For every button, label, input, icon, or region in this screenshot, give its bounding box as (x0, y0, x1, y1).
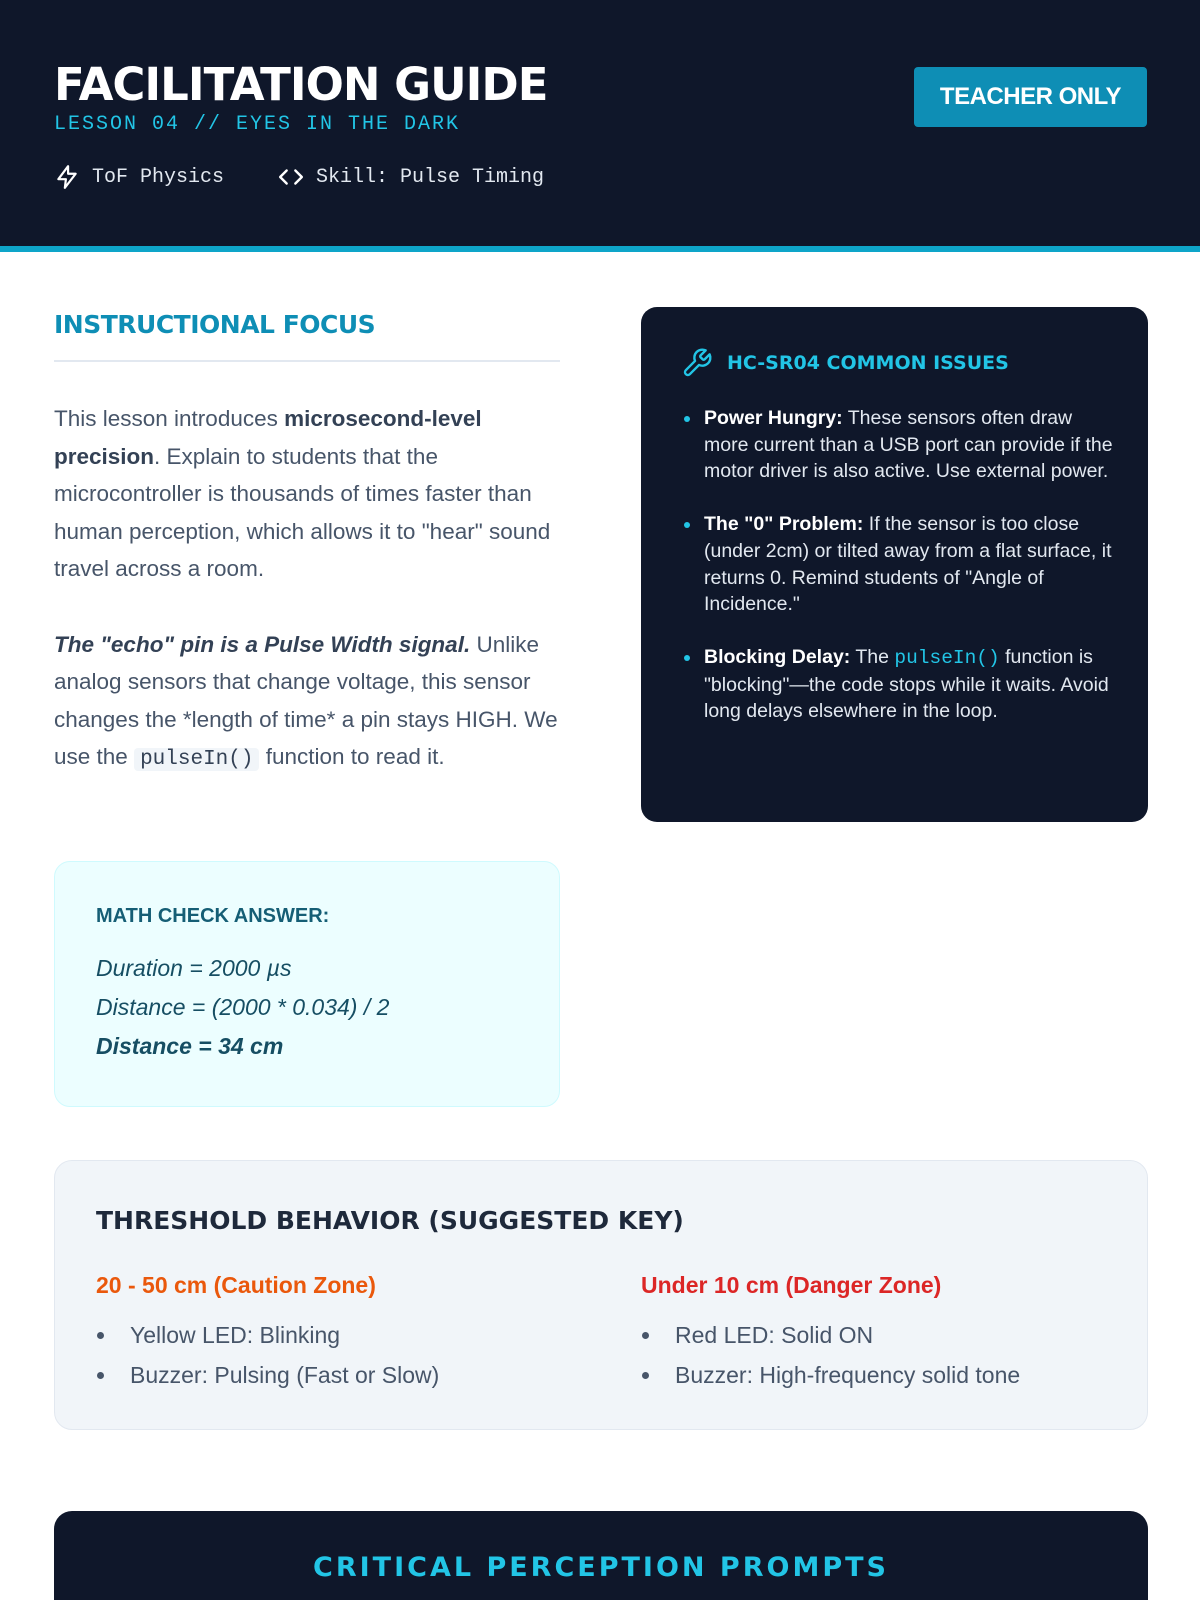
math-line: Duration = 2000 µs (96, 955, 292, 981)
focus-paragraph-1: This lesson introduces microsecond-level precision. Explain to students that the microcontroller is thousands of times faster than human perception, which allows it to "hear" sound travel across a room. (54, 406, 551, 581)
teacher-only-badge: TEACHER ONLY (914, 67, 1147, 127)
danger-zone-title: Under 10 cm (Danger Zone) (641, 1272, 942, 1298)
danger-zone (641, 1272, 1121, 1395)
focus-paragraph-2: The "echo" pin is a Pulse Width signal. Unlike analog sensors that change voltage, this sensor changes the *length of time* a pin stays HIGH. We use the pulseIn() function to read it. (54, 631, 558, 771)
danger-zone-list (641, 1315, 1121, 1395)
inline-code: pulseIn() (894, 646, 1000, 669)
lead-text: The "echo" pin is a Pulse Width signal. (54, 631, 471, 657)
caution-zone-title: 20 - 50 cm (Caution Zone) (96, 1272, 376, 1298)
list-item: The "0" Problem: If the sensor is too close (under 2cm) or tilted away from a flat surface, it returns 0. Remind students of "Angle of Incidence." (704, 511, 1114, 618)
wrench-icon (681, 347, 713, 379)
caution-zone (96, 1272, 576, 1395)
emphasis-text: microsecond-level precision (54, 406, 482, 469)
list-item: Blocking Delay: The pulseIn() function is "blocking"—the code stops while it waits. Avoid long delays elsewhere in the loop. (704, 644, 1114, 725)
critical-perception-prompts (54, 1511, 1148, 1600)
divider (54, 360, 560, 362)
meta-label: Skill: Pulse Timing (316, 165, 545, 189)
prompts-heading: CRITICAL PERCEPTION PROMPTS (313, 1552, 889, 1583)
instructional-focus-heading: INSTRUCTIONAL FOCUS (54, 310, 376, 339)
math-answer: Distance = 34 cm (96, 1033, 284, 1059)
lesson-subtitle: LESSON 04 // EYES IN THE DARK (54, 113, 461, 136)
threshold-heading: THRESHOLD BEHAVIOR (SUGGESTED KEY) (96, 1206, 684, 1235)
common-issues-panel (641, 307, 1148, 822)
page-header (0, 0, 1200, 252)
math-check-title: MATH CHECK ANSWER: (96, 905, 330, 927)
math-check-box (54, 861, 560, 1107)
common-issues-heading: HC-SR04 COMMON ISSUES (681, 347, 1009, 379)
issues-list (704, 405, 1114, 725)
list-item: Yellow LED: Blinking (96, 1315, 576, 1355)
list-item: Buzzer: Pulsing (Fast or Slow) (96, 1355, 576, 1395)
meta-tof-physics (54, 164, 224, 190)
math-line: Distance = (2000 * 0.034) / 2 (96, 994, 390, 1020)
lightning-icon (54, 164, 80, 190)
inline-code: pulseIn() (134, 748, 259, 771)
page-title: FACILITATION GUIDE (54, 58, 548, 111)
instructional-focus-body (54, 400, 564, 779)
list-item: Buzzer: High-frequency solid tone (641, 1355, 1121, 1395)
caution-zone-list (96, 1315, 576, 1395)
code-icon (278, 164, 304, 190)
meta-skill (278, 164, 544, 190)
threshold-behavior-card (54, 1160, 1148, 1430)
list-item: Power Hungry: These sensors often draw more current than a USB port can provide if the motor driver is also active. Use external power. (704, 405, 1114, 485)
meta-label: ToF Physics (92, 165, 225, 189)
list-item: Red LED: Solid ON (641, 1315, 1121, 1355)
